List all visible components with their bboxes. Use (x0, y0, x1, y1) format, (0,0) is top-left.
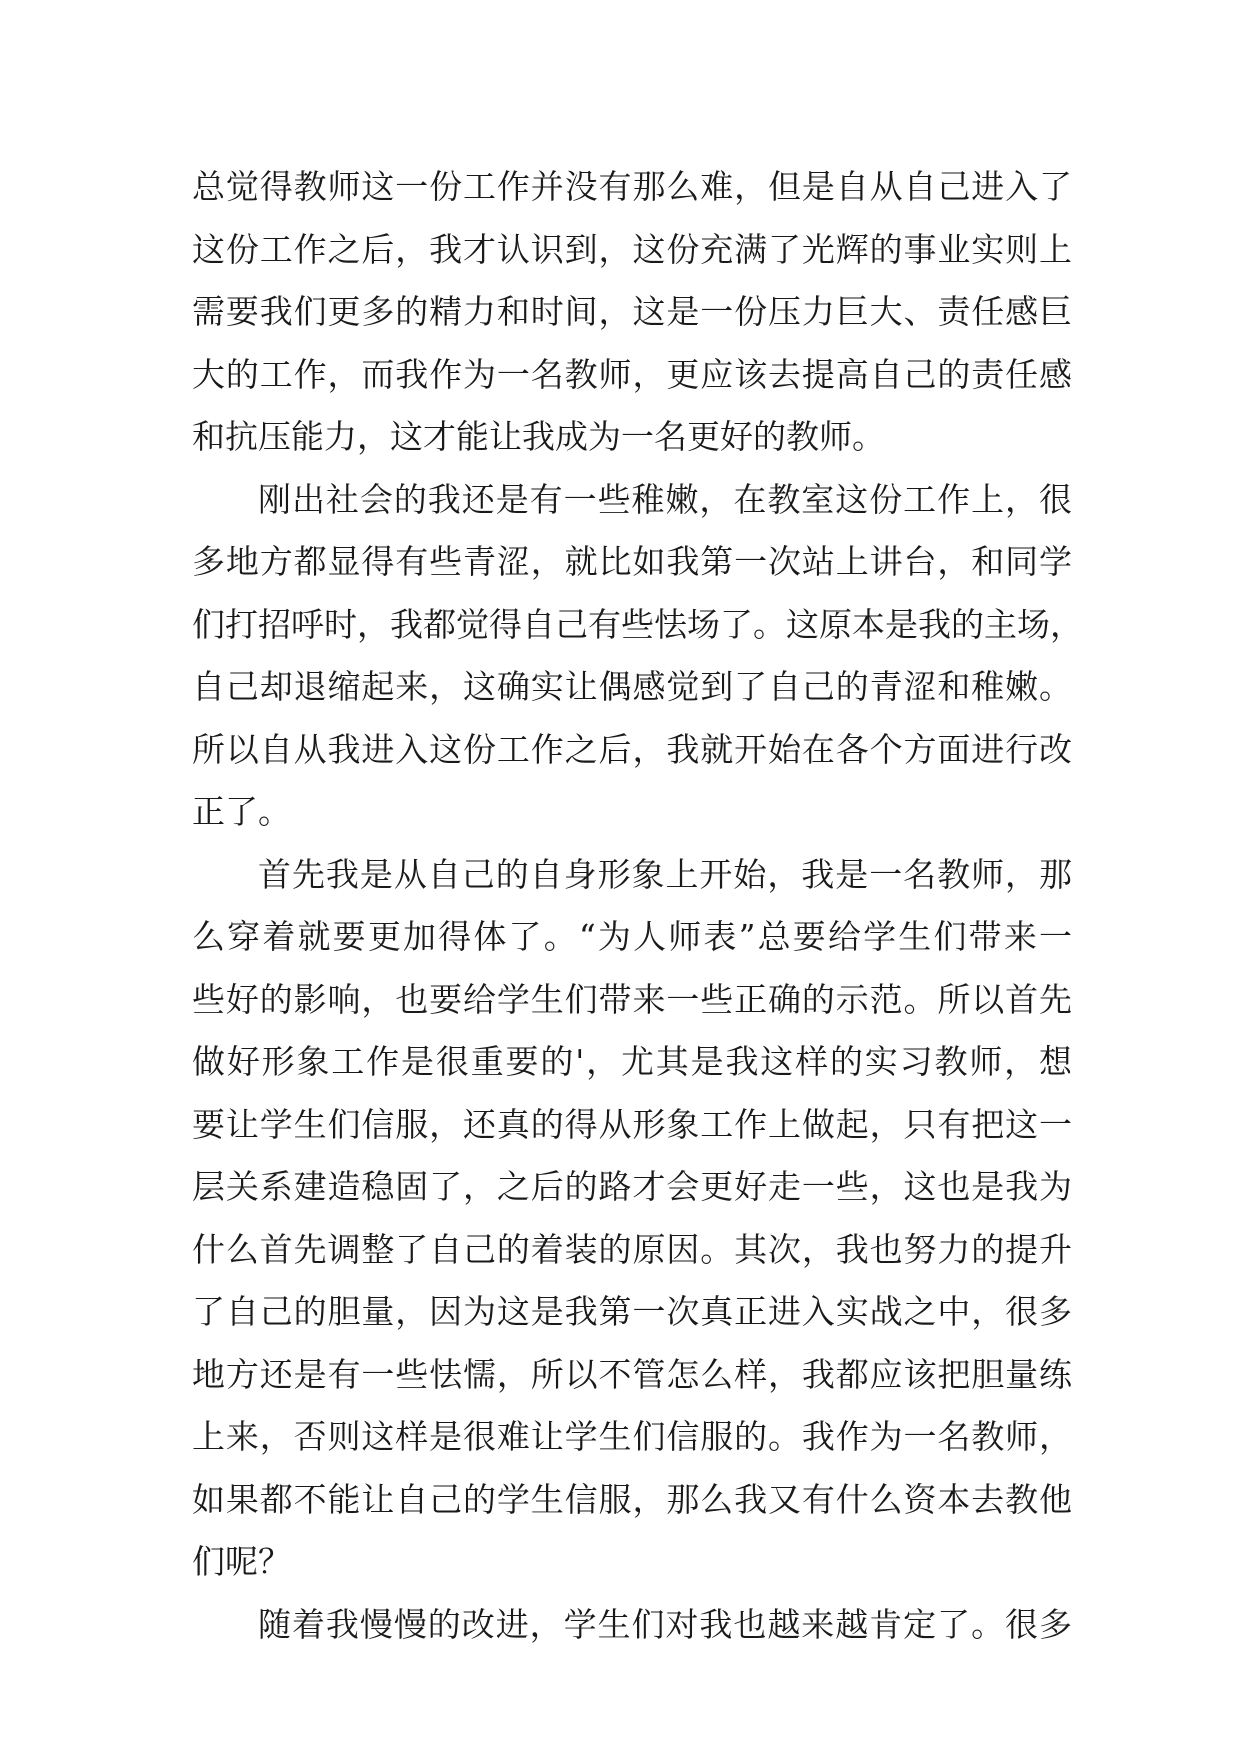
text-line: 正了。 (192, 792, 291, 831)
text-line: 地方还是有一些怯懦，所以不管怎么样，我都应该把胆量练 (192, 1354, 1072, 1394)
text-line: 做好形象工作是很重要的'，尤其是我这样的实习教师，想 (192, 1042, 1072, 1081)
text-line: 这份工作之后，我才认识到，这份充满了光辉的事业实则上 (192, 229, 1072, 269)
text-line: 如果都不能让自己的学生信服，那么我又有什么资本去教他 (192, 1479, 1072, 1519)
text-line: 自己却退缩起来，这确实让偶感觉到了自己的青涩和稚嫩。 (192, 667, 1072, 706)
text-line: 些好的影响，也要给学生们带来一些正确的示范。所以首先 (192, 979, 1072, 1019)
text-line: 么穿着就要更加得体了。“为人师表”总要给学生们带来一 (192, 917, 1072, 956)
paragraph-2 (192, 469, 1083, 844)
text-line: 和抗压能力，这才能让我成为一名更好的教师。 (192, 417, 885, 456)
paragraph-1 (192, 156, 1072, 469)
text-line: 大的工作，而我作为一名教师，更应该去提高自己的责任感 (192, 354, 1072, 394)
paragraph-4 (192, 1594, 1072, 1657)
text-line: 了自己的胆量，因为这是我第一次真正进入实战之中，很多 (192, 1292, 1072, 1331)
text-line: 要让学生们信服，还真的得从形象工作上做起，只有把这一 (192, 1104, 1072, 1144)
text-line: 层关系建造稳固了，之后的路才会更好走一些，这也是我为 (192, 1167, 1072, 1206)
text-line: 随着我慢慢的改进，学生们对我也越来越肯定了。很多 (258, 1604, 1072, 1644)
text-line: 所以自从我进入这份工作之后，我就开始在各个方面进行改 (192, 729, 1072, 769)
text-line: 什么首先调整了自己的着装的原因。其次，我也努力的提升 (192, 1229, 1072, 1269)
text-line: 需要我们更多的精力和时间，这是一份压力巨大、责任感巨 (192, 292, 1072, 331)
text-line: 刚出社会的我还是有一些稚嫩，在教室这份工作上，很 (258, 479, 1072, 519)
paragraph-3 (192, 844, 1072, 1594)
text-line: 总觉得教师这一份工作并没有那么难，但是自从自己进入了 (192, 167, 1072, 206)
text-line: 们打招呼时，我都觉得自己有些怯场了。这原本是我的主场， (192, 604, 1083, 644)
text-line: 多地方都显得有些青涩，就比如我第一次站上讲台，和同学 (192, 542, 1072, 581)
text-line: 上来，否则这样是很难让学生们信服的。我作为一名教师， (192, 1417, 1072, 1456)
document-body (192, 156, 1083, 1656)
text-line: 们呢？ (192, 1542, 291, 1581)
text-line: 首先我是从自己的自身形象上开始，我是一名教师，那 (258, 854, 1072, 894)
